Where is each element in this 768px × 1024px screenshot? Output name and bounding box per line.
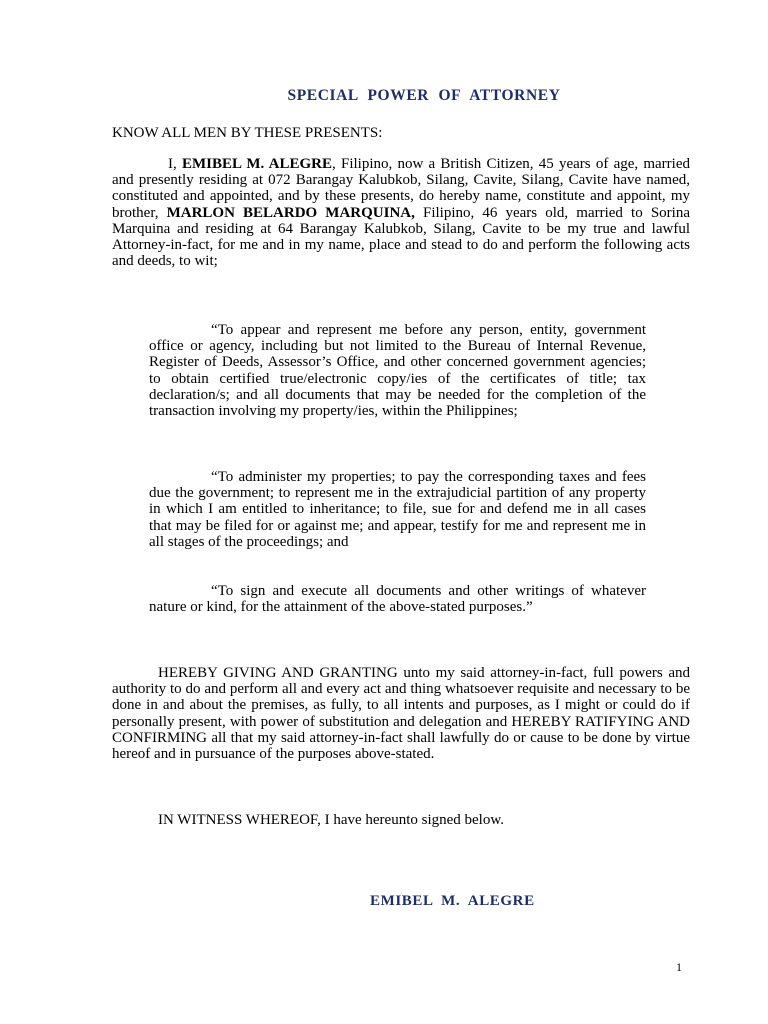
intro-paragraph: [112, 156, 690, 269]
intro-text-a: I,: [168, 156, 182, 172]
attorney-name: MARLON BELARDO MARQUINA,: [166, 204, 415, 221]
power-clause-2: “To administer my properties; to pay the corresponding taxes and fees due the government; to represent me in the extrajudicial partition of any property in which I am entitled to inheritance; to file, sue for and defend me in all cases that may be filed for or against me; and appear, testify for me and represent me in all stages of the proceedings; and: [149, 469, 646, 550]
document-title: SPECIAL POWER OF ATTORNEY: [287, 87, 561, 104]
intro-text-b: , Filipino, now a British Citizen, 45 years of age, married and presently residing at 072 Barangay Kalubkob, Silang, Cavite, Silang, Cavite have named, constituted and appointed, and by these presents, do hereby name, constitute and appoint, my brother,: [112, 156, 690, 221]
power-clause-3: “To sign and execute all documents and other writings of whatever nature or kind, for the attainment of the above-stated purposes.”: [149, 583, 646, 616]
page-number: 1: [676, 960, 682, 974]
power-clause-1: “To appear and represent me before any person, entity, government office or agency, including but not limited to the Bureau of Internal Revenue, Register of Deeds, Assessor’s Office, and other concerned government agencies; to obtain certified true/electronic copy/ies of the certificates of title; tax declaration/s; and all documents that may be needed for the completion of the transaction involving my property/ies, within the Philippines;: [149, 322, 646, 420]
principal-name: EMIBEL M. ALEGRE: [181, 156, 333, 172]
intro-text-c: Filipino, 46 years old, married to Sorina Marquina and residing at 64 Barangay Kalubkob, Silang, Cavite to be my true and lawful Attorney-in-fact, for me and in my name, place and stead to do and perform the following acts and deeds, to wit;: [112, 204, 690, 270]
signer-name: EMIBEL M. ALEGRE: [370, 893, 535, 909]
salutation: KNOW ALL MEN BY THESE PRESENTS:: [112, 125, 383, 141]
granting-paragraph: HEREBY GIVING AND GRANTING unto my said attorney-in-fact, full powers and authority to do and perform all and every act and thing whatsoever requisite and necessary to be done in and about the premises, as fully, to all intents and purposes, as I might or could do if personally present, with power of substitution and delegation and HEREBY RATIFYING AND CONFIRMING all that my said attorney-in-fact shall lawfully do or cause to be done by virtue hereof and in pursuance of the purposes above-stated.: [112, 665, 690, 763]
witness-line: IN WITNESS WHEREOF, I have hereunto signed below.: [158, 812, 504, 828]
